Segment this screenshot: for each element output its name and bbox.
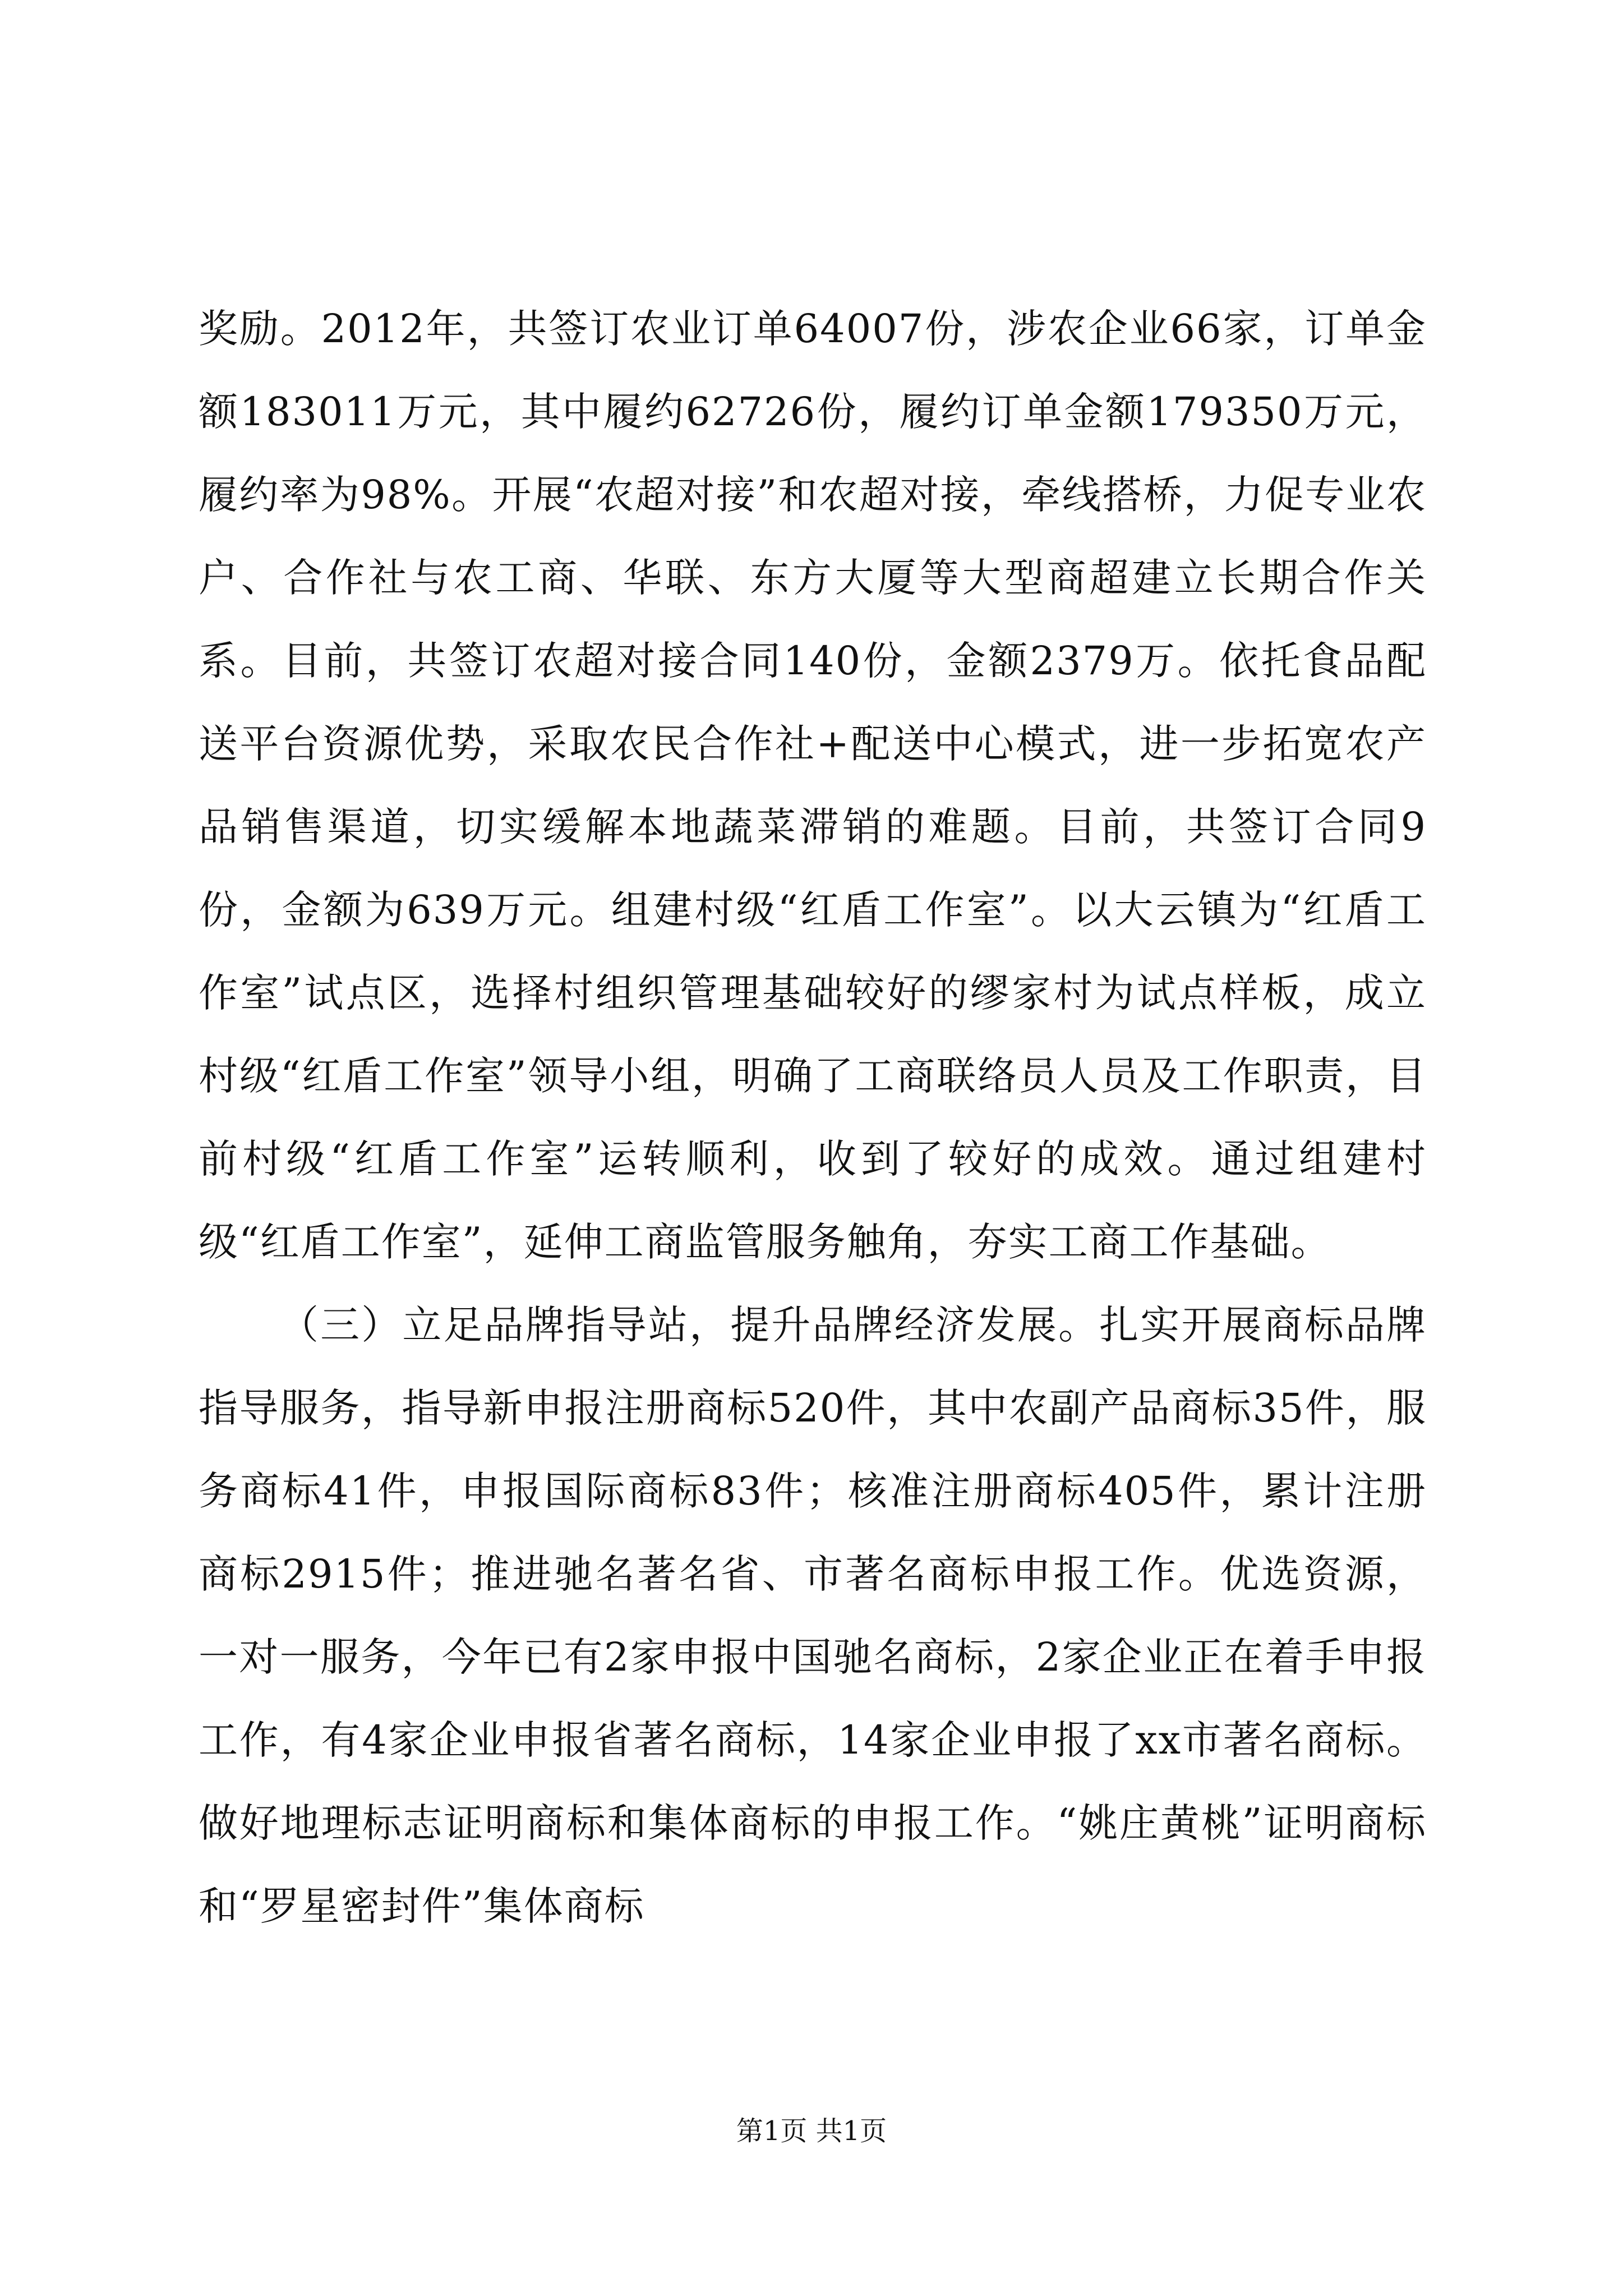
page-number-footer: 第1页 共1页 <box>736 2115 887 2147</box>
document-body <box>199 287 1427 1948</box>
paragraph-1: 奖励。2012年，共签订农业订单64007份，涉农企业66家，订单金额183011万元，其中履约62726份，履约订单金额179350万元，履约率为98%。开展“农超对接”和农超对接，牵线搭桥，力促专业农户、合作社与农工商、华联、东方大厦等大型商超建立长期合作关系。目前，共签订农超对接合同140份，金额2379万。依托食品配送平台资源优势，采取农民合作社+配送中心模式，进一步拓宽农产品销售渠道，切实缓解本地蔬菜滞销的难题。目前，共签订合同9份，金额为639万元。组建村级“红盾工作室”。以大云镇为“红盾工作室”试点区，选择村组织管理基础较好的缪家村为试点样板，成立村级“红盾工作室”领导小组，明确了工商联络员人员及工作职责，目前村级“红盾工作室”运转顺利，收到了较好的成效。通过组建村级“红盾工作室”，延伸工商监管服务触角，夯实工商工作基础。 <box>199 306 1427 1265</box>
paragraph-2: （三）立足品牌指导站，提升品牌经济发展。扎实开展商标品牌指导服务，指导新申报注册商标520件，其中农副产品商标35件，服务商标41件，申报国际商标83件；核准注册商标405件，累计注册商标2915件；推进驰名著名省、市著名商标申报工作。优选资源，一对一服务，今年已有2家申报中国驰名商标，2家企业正在着手申报工作，有4家企业申报省著名商标，14家企业申报了xx市著名商标。做好地理标志证明商标和集体商标的申报工作。“姚庄黄桃”证明商标和“罗星密封件”集体商标 <box>199 1302 1427 1929</box>
